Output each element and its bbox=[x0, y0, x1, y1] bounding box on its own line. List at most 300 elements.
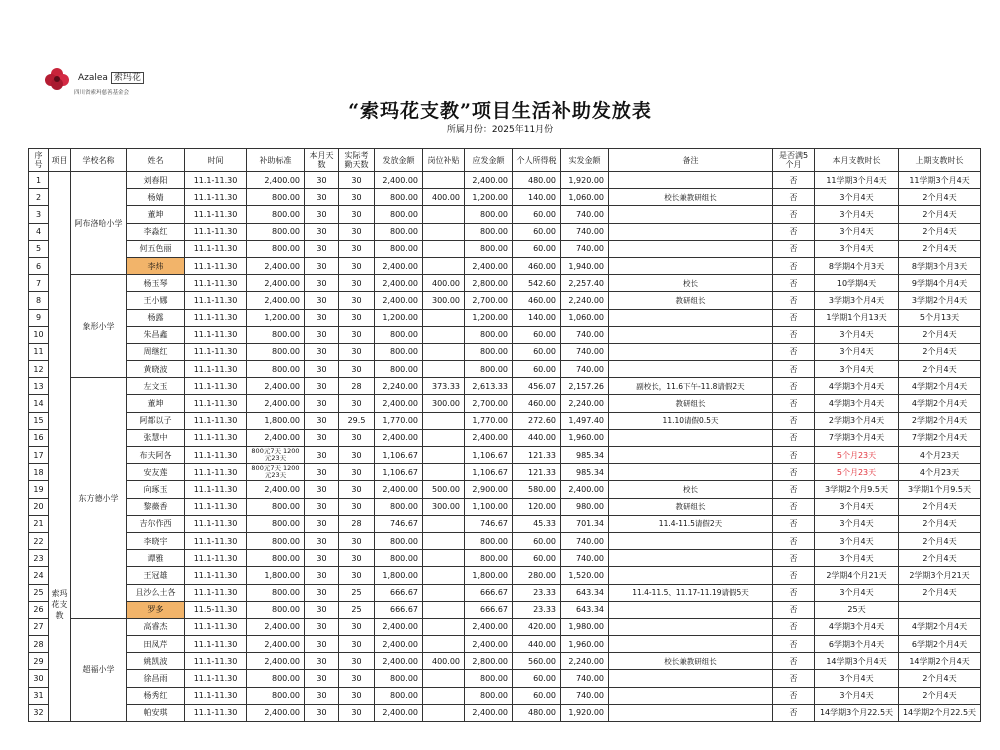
cell-net: 1,060.00 bbox=[561, 309, 609, 326]
cell-due: 800.00 bbox=[465, 361, 513, 378]
table-row bbox=[29, 326, 981, 343]
table-row bbox=[29, 447, 981, 464]
cell-cur: 3个月4天 bbox=[815, 670, 899, 687]
cell-name: 杨露 bbox=[127, 309, 185, 326]
cell-due: 2,900.00 bbox=[465, 481, 513, 498]
cell-no: 21 bbox=[29, 515, 49, 532]
table-row bbox=[29, 670, 981, 687]
table-row bbox=[29, 309, 981, 326]
cell-prev: 2个月4天 bbox=[899, 206, 981, 223]
cell-actual: 30 bbox=[339, 223, 375, 240]
cell-prev: 8学期3个月3天 bbox=[899, 257, 981, 274]
cell-prev: 9学期4个月4天 bbox=[899, 275, 981, 292]
cell-note bbox=[609, 550, 773, 567]
table-row bbox=[29, 704, 981, 721]
cell-prev: 2个月4天 bbox=[899, 240, 981, 257]
cell-no: 4 bbox=[29, 223, 49, 240]
cell-full: 否 bbox=[773, 636, 815, 653]
cell-actual: 28 bbox=[339, 378, 375, 395]
cell-full: 否 bbox=[773, 429, 815, 446]
cell-cur: 10学期4天 bbox=[815, 275, 899, 292]
cell-name: 左文玉 bbox=[127, 378, 185, 395]
cell-full: 否 bbox=[773, 240, 815, 257]
cell-pay: 800.00 bbox=[375, 498, 423, 515]
cell-std: 800.00 bbox=[247, 550, 305, 567]
cell-time: 11.1-11.30 bbox=[185, 378, 247, 395]
cell-full: 否 bbox=[773, 618, 815, 635]
cell-no: 15 bbox=[29, 412, 49, 429]
cell-pay: 666.67 bbox=[375, 584, 423, 601]
cell-days: 30 bbox=[305, 567, 339, 584]
cell-full: 否 bbox=[773, 172, 815, 189]
cell-net: 2,240.00 bbox=[561, 395, 609, 412]
cell-actual: 30 bbox=[339, 687, 375, 704]
cell-due: 2,800.00 bbox=[465, 275, 513, 292]
cell-net: 740.00 bbox=[561, 550, 609, 567]
table-row bbox=[29, 189, 981, 206]
cell-prev: 2个月4天 bbox=[899, 361, 981, 378]
cell-due: 800.00 bbox=[465, 532, 513, 549]
cell-actual: 30 bbox=[339, 550, 375, 567]
cell-tax: 60.00 bbox=[513, 550, 561, 567]
cell-time: 11.1-11.30 bbox=[185, 515, 247, 532]
cell-actual: 30 bbox=[339, 361, 375, 378]
cell-full: 否 bbox=[773, 326, 815, 343]
cell-no: 7 bbox=[29, 275, 49, 292]
cell-post bbox=[423, 206, 465, 223]
cell-days: 30 bbox=[305, 704, 339, 721]
cell-note bbox=[609, 206, 773, 223]
cell-days: 30 bbox=[305, 670, 339, 687]
cell-tax: 140.00 bbox=[513, 189, 561, 206]
cell-tax: 60.00 bbox=[513, 343, 561, 360]
cell-pay: 746.67 bbox=[375, 515, 423, 532]
school-name-cell: 超福小学 bbox=[71, 618, 127, 721]
cell-time: 11.1-11.30 bbox=[185, 532, 247, 549]
cell-cur: 3个月4天 bbox=[815, 584, 899, 601]
cell-pay: 1,770.00 bbox=[375, 412, 423, 429]
cell-post bbox=[423, 326, 465, 343]
school-name-cell: 象形小学 bbox=[71, 275, 127, 378]
cell-cur: 1学期1个月13天 bbox=[815, 309, 899, 326]
cell-pay: 2,240.00 bbox=[375, 378, 423, 395]
cell-tax: 420.00 bbox=[513, 618, 561, 635]
cell-days: 30 bbox=[305, 412, 339, 429]
table-row bbox=[29, 498, 981, 515]
cell-pay: 800.00 bbox=[375, 687, 423, 704]
cell-no: 8 bbox=[29, 292, 49, 309]
cell-prev: 2个月4天 bbox=[899, 326, 981, 343]
cell-std: 800.00 bbox=[247, 601, 305, 618]
cell-actual: 30 bbox=[339, 636, 375, 653]
cell-full: 否 bbox=[773, 532, 815, 549]
cell-note bbox=[609, 704, 773, 721]
cell-full: 否 bbox=[773, 395, 815, 412]
table-row bbox=[29, 240, 981, 257]
cell-std: 2,400.00 bbox=[247, 429, 305, 446]
cell-time: 11.1-11.30 bbox=[185, 172, 247, 189]
cell-net: 1,060.00 bbox=[561, 189, 609, 206]
table-row bbox=[29, 636, 981, 653]
cell-pay: 1,106.67 bbox=[375, 464, 423, 481]
cell-prev: 3学期1个月9.5天 bbox=[899, 481, 981, 498]
cell-days: 30 bbox=[305, 378, 339, 395]
cell-days: 30 bbox=[305, 601, 339, 618]
cell-net: 740.00 bbox=[561, 532, 609, 549]
cell-net: 1,940.00 bbox=[561, 257, 609, 274]
cell-std: 800.00 bbox=[247, 532, 305, 549]
cell-due: 666.67 bbox=[465, 584, 513, 601]
cell-net: 2,257.40 bbox=[561, 275, 609, 292]
cell-tax: 60.00 bbox=[513, 223, 561, 240]
cell-post bbox=[423, 172, 465, 189]
cell-actual: 30 bbox=[339, 257, 375, 274]
cell-name: 王小娜 bbox=[127, 292, 185, 309]
cell-pay: 800.00 bbox=[375, 361, 423, 378]
cell-note bbox=[609, 618, 773, 635]
cell-no: 32 bbox=[29, 704, 49, 721]
cell-post bbox=[423, 618, 465, 635]
cell-due: 800.00 bbox=[465, 550, 513, 567]
cell-no: 3 bbox=[29, 206, 49, 223]
cell-no: 11 bbox=[29, 343, 49, 360]
cell-no: 5 bbox=[29, 240, 49, 257]
cell-post bbox=[423, 429, 465, 446]
cell-name: 向琢玉 bbox=[127, 481, 185, 498]
table-row bbox=[29, 429, 981, 446]
cell-post bbox=[423, 601, 465, 618]
cell-tax: 23.33 bbox=[513, 584, 561, 601]
cell-no: 10 bbox=[29, 326, 49, 343]
cell-post bbox=[423, 567, 465, 584]
cell-std: 800.00 bbox=[247, 189, 305, 206]
cell-name: 谭雅 bbox=[127, 550, 185, 567]
cell-days: 30 bbox=[305, 464, 339, 481]
cell-time: 11.1-11.30 bbox=[185, 240, 247, 257]
cell-full: 否 bbox=[773, 550, 815, 567]
cell-full: 否 bbox=[773, 670, 815, 687]
cell-days: 30 bbox=[305, 206, 339, 223]
cell-prev: 5个月13天 bbox=[899, 309, 981, 326]
cell-net: 740.00 bbox=[561, 223, 609, 240]
cell-name: 李晓宇 bbox=[127, 532, 185, 549]
cell-name: 刘春阳 bbox=[127, 172, 185, 189]
cell-cur: 6学期3个月4天 bbox=[815, 636, 899, 653]
cell-prev: 14学期2个月22.5天 bbox=[899, 704, 981, 721]
cell-net: 1,520.00 bbox=[561, 567, 609, 584]
cell-cur: 3个月4天 bbox=[815, 240, 899, 257]
cell-cur: 14学期3个月4天 bbox=[815, 653, 899, 670]
cell-tax: 456.07 bbox=[513, 378, 561, 395]
cell-due: 2,400.00 bbox=[465, 704, 513, 721]
table-row bbox=[29, 584, 981, 601]
cell-std: 800.00 bbox=[247, 223, 305, 240]
cell-no: 9 bbox=[29, 309, 49, 326]
cell-time: 11.1-11.30 bbox=[185, 567, 247, 584]
cell-prev: 2个月4天 bbox=[899, 498, 981, 515]
cell-name: 黄晓波 bbox=[127, 361, 185, 378]
cell-due: 2,400.00 bbox=[465, 257, 513, 274]
cell-due: 1,200.00 bbox=[465, 189, 513, 206]
table-row bbox=[29, 172, 981, 189]
cell-cur: 5个月23天 bbox=[815, 464, 899, 481]
cell-days: 30 bbox=[305, 481, 339, 498]
cell-time: 11.1-11.30 bbox=[185, 584, 247, 601]
cell-net: 980.00 bbox=[561, 498, 609, 515]
cell-actual: 25 bbox=[339, 584, 375, 601]
cell-cur: 3个月4天 bbox=[815, 498, 899, 515]
cell-tax: 45.33 bbox=[513, 515, 561, 532]
cell-net: 1,960.00 bbox=[561, 636, 609, 653]
column-header: 是否满5个月 bbox=[773, 149, 815, 172]
table-row bbox=[29, 361, 981, 378]
cell-time: 11.1-11.30 bbox=[185, 636, 247, 653]
cell-prev: 6学期2个月4天 bbox=[899, 636, 981, 653]
cell-net: 1,920.00 bbox=[561, 704, 609, 721]
cell-actual: 30 bbox=[339, 275, 375, 292]
cell-tax: 460.00 bbox=[513, 292, 561, 309]
cell-prev bbox=[899, 601, 981, 618]
cell-cur: 4学期3个月4天 bbox=[815, 618, 899, 635]
cell-pay: 2,400.00 bbox=[375, 429, 423, 446]
cell-note: 教研组长 bbox=[609, 292, 773, 309]
cell-due: 2,400.00 bbox=[465, 172, 513, 189]
cell-full: 否 bbox=[773, 343, 815, 360]
cell-cur: 4学期3个月4天 bbox=[815, 395, 899, 412]
cell-days: 30 bbox=[305, 515, 339, 532]
cell-no: 18 bbox=[29, 464, 49, 481]
cell-prev: 2个月4天 bbox=[899, 670, 981, 687]
table-row bbox=[29, 515, 981, 532]
cell-time: 11.1-11.30 bbox=[185, 670, 247, 687]
cell-post bbox=[423, 240, 465, 257]
cell-prev: 2个月4天 bbox=[899, 515, 981, 532]
table-row bbox=[29, 532, 981, 549]
cell-actual: 25 bbox=[339, 601, 375, 618]
cell-time: 11.1-11.30 bbox=[185, 206, 247, 223]
cell-actual: 30 bbox=[339, 189, 375, 206]
cell-net: 2,157.26 bbox=[561, 378, 609, 395]
cell-std: 800元7天 1200元23天 bbox=[247, 447, 305, 464]
cell-prev: 4学期2个月4天 bbox=[899, 618, 981, 635]
cell-due: 2,800.00 bbox=[465, 653, 513, 670]
cell-note bbox=[609, 361, 773, 378]
cell-name: 杨玉琴 bbox=[127, 275, 185, 292]
cell-tax: 23.33 bbox=[513, 601, 561, 618]
table-row bbox=[29, 601, 981, 618]
cell-cur: 3个月4天 bbox=[815, 343, 899, 360]
cell-net: 740.00 bbox=[561, 670, 609, 687]
cell-actual: 30 bbox=[339, 704, 375, 721]
cell-pay: 1,200.00 bbox=[375, 309, 423, 326]
cell-note bbox=[609, 636, 773, 653]
cell-actual: 30 bbox=[339, 309, 375, 326]
cell-days: 30 bbox=[305, 257, 339, 274]
cell-name: 黎薇香 bbox=[127, 498, 185, 515]
cell-std: 2,400.00 bbox=[247, 636, 305, 653]
cell-tax: 580.00 bbox=[513, 481, 561, 498]
cell-full: 否 bbox=[773, 567, 815, 584]
cell-net: 2,240.00 bbox=[561, 653, 609, 670]
subsidy-table bbox=[28, 148, 981, 722]
cell-pay: 800.00 bbox=[375, 189, 423, 206]
cell-name: 李淼红 bbox=[127, 223, 185, 240]
cell-pay: 666.67 bbox=[375, 601, 423, 618]
cell-due: 800.00 bbox=[465, 670, 513, 687]
cell-days: 30 bbox=[305, 326, 339, 343]
cell-due: 800.00 bbox=[465, 240, 513, 257]
cell-note bbox=[609, 343, 773, 360]
cell-cur: 3个月4天 bbox=[815, 550, 899, 567]
cell-cur: 3个月4天 bbox=[815, 223, 899, 240]
cell-due: 800.00 bbox=[465, 687, 513, 704]
cell-prev: 2学期2个月4天 bbox=[899, 412, 981, 429]
cell-full: 否 bbox=[773, 309, 815, 326]
cell-due: 2,700.00 bbox=[465, 395, 513, 412]
cell-pay: 1,106.67 bbox=[375, 447, 423, 464]
cell-post bbox=[423, 464, 465, 481]
cell-name: 且沙么土各 bbox=[127, 584, 185, 601]
cell-net: 643.34 bbox=[561, 601, 609, 618]
cell-due: 800.00 bbox=[465, 343, 513, 360]
cell-prev: 7学期2个月4天 bbox=[899, 429, 981, 446]
page-subtitle: 所属月份：2025年11月份 bbox=[446, 125, 554, 135]
cell-actual: 30 bbox=[339, 343, 375, 360]
cell-no: 22 bbox=[29, 532, 49, 549]
cell-no: 28 bbox=[29, 636, 49, 653]
cell-time: 11.1-11.30 bbox=[185, 704, 247, 721]
column-header: 岗位补贴 bbox=[423, 149, 465, 172]
cell-net: 985.34 bbox=[561, 447, 609, 464]
cell-name: 朱昌鑫 bbox=[127, 326, 185, 343]
cell-time: 11.1-11.30 bbox=[185, 412, 247, 429]
cell-full: 否 bbox=[773, 257, 815, 274]
cell-pay: 800.00 bbox=[375, 223, 423, 240]
cell-days: 30 bbox=[305, 172, 339, 189]
cell-name: 布夫阿各 bbox=[127, 447, 185, 464]
cell-days: 30 bbox=[305, 584, 339, 601]
cell-full: 否 bbox=[773, 361, 815, 378]
cell-post: 400.00 bbox=[423, 653, 465, 670]
cell-net: 740.00 bbox=[561, 361, 609, 378]
cell-full: 否 bbox=[773, 378, 815, 395]
cell-prev: 4学期2个月4天 bbox=[899, 378, 981, 395]
cell-full: 否 bbox=[773, 464, 815, 481]
cell-std: 2,400.00 bbox=[247, 378, 305, 395]
cell-pay: 2,400.00 bbox=[375, 257, 423, 274]
cell-std: 800.00 bbox=[247, 584, 305, 601]
cell-no: 17 bbox=[29, 447, 49, 464]
cell-due: 2,700.00 bbox=[465, 292, 513, 309]
cell-due: 1,200.00 bbox=[465, 309, 513, 326]
cell-due: 2,613.33 bbox=[465, 378, 513, 395]
column-header: 项目 bbox=[49, 149, 71, 172]
table-row bbox=[29, 464, 981, 481]
cell-note bbox=[609, 223, 773, 240]
cell-full: 否 bbox=[773, 275, 815, 292]
cell-pay: 2,400.00 bbox=[375, 292, 423, 309]
cell-time: 11.1-11.30 bbox=[185, 309, 247, 326]
cell-name: 吉尔作西 bbox=[127, 515, 185, 532]
cell-prev: 11学期3个月4天 bbox=[899, 172, 981, 189]
cell-prev: 4个月23天 bbox=[899, 447, 981, 464]
cell-pay: 2,400.00 bbox=[375, 275, 423, 292]
cell-days: 30 bbox=[305, 636, 339, 653]
cell-name: 王冠雄 bbox=[127, 567, 185, 584]
cell-actual: 30 bbox=[339, 618, 375, 635]
cell-note: 教研组长 bbox=[609, 395, 773, 412]
cell-note: 校长 bbox=[609, 275, 773, 292]
cell-tax: 280.00 bbox=[513, 567, 561, 584]
cell-actual: 30 bbox=[339, 395, 375, 412]
cell-post bbox=[423, 343, 465, 360]
cell-time: 11.1-11.30 bbox=[185, 429, 247, 446]
cell-no: 25 bbox=[29, 584, 49, 601]
logo-brand: Azalea 索玛花 bbox=[78, 70, 144, 83]
cell-name: 周继红 bbox=[127, 343, 185, 360]
cell-time: 11.1-11.30 bbox=[185, 343, 247, 360]
column-header: 实际考勤天数 bbox=[339, 149, 375, 172]
column-header: 补助标准 bbox=[247, 149, 305, 172]
cell-cur: 3个月4天 bbox=[815, 189, 899, 206]
cell-tax: 120.00 bbox=[513, 498, 561, 515]
cell-post bbox=[423, 309, 465, 326]
cell-days: 30 bbox=[305, 429, 339, 446]
cell-name: 李炜 bbox=[127, 257, 185, 274]
cell-actual: 30 bbox=[339, 172, 375, 189]
cell-std: 1,200.00 bbox=[247, 309, 305, 326]
table-row bbox=[29, 343, 981, 360]
cell-due: 2,400.00 bbox=[465, 429, 513, 446]
cell-name: 姚凯波 bbox=[127, 653, 185, 670]
cell-time: 11.1-11.30 bbox=[185, 257, 247, 274]
cell-due: 800.00 bbox=[465, 326, 513, 343]
cell-post: 500.00 bbox=[423, 481, 465, 498]
cell-name: 董坤 bbox=[127, 206, 185, 223]
cell-due: 666.67 bbox=[465, 601, 513, 618]
cell-full: 否 bbox=[773, 292, 815, 309]
cell-std: 800元7天 1200元23天 bbox=[247, 464, 305, 481]
cell-no: 19 bbox=[29, 481, 49, 498]
logo-subtitle: 四川省索玛慈善基金会 bbox=[74, 90, 130, 96]
cell-cur: 2学期4个月21天 bbox=[815, 567, 899, 584]
cell-note bbox=[609, 601, 773, 618]
cell-std: 800.00 bbox=[247, 515, 305, 532]
cell-days: 30 bbox=[305, 361, 339, 378]
cell-pay: 800.00 bbox=[375, 240, 423, 257]
school-name-cell: 阿布洛哈小学 bbox=[71, 172, 127, 275]
cell-time: 11.5-11.30 bbox=[185, 601, 247, 618]
table-row bbox=[29, 275, 981, 292]
cell-days: 30 bbox=[305, 498, 339, 515]
cell-cur: 3个月4天 bbox=[815, 326, 899, 343]
cell-note: 11.4-11.5、11.17-11.19请假5天 bbox=[609, 584, 773, 601]
cell-std: 800.00 bbox=[247, 240, 305, 257]
cell-net: 1,960.00 bbox=[561, 429, 609, 446]
cell-full: 否 bbox=[773, 223, 815, 240]
table-row bbox=[29, 653, 981, 670]
cell-no: 31 bbox=[29, 687, 49, 704]
project-cell: 索玛花支教 bbox=[49, 172, 71, 722]
cell-tax: 60.00 bbox=[513, 532, 561, 549]
cell-full: 否 bbox=[773, 584, 815, 601]
cell-actual: 30 bbox=[339, 498, 375, 515]
cell-name: 田凤芹 bbox=[127, 636, 185, 653]
table-body bbox=[29, 172, 981, 722]
cell-note bbox=[609, 326, 773, 343]
table-row bbox=[29, 378, 981, 395]
cell-net: 740.00 bbox=[561, 240, 609, 257]
